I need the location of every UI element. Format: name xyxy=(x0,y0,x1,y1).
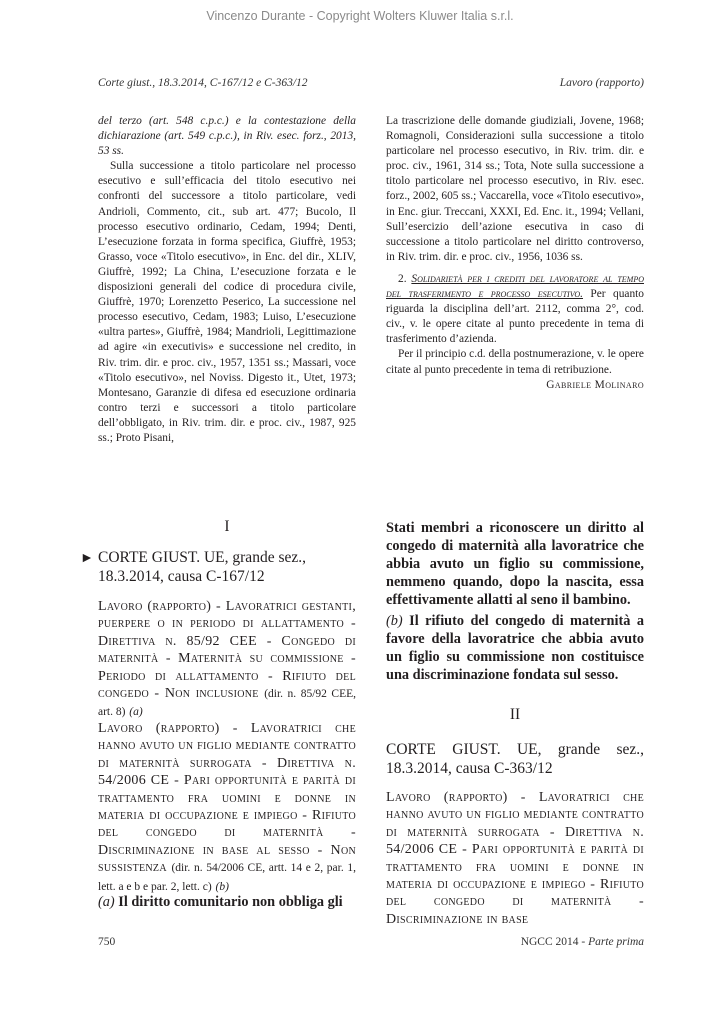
note-title: Solidarietà per i crediti del lavoratore al tempo del trasferimento e processo esecutivo. xyxy=(386,272,644,301)
journal-name: NGCC 2014 - xyxy=(520,936,589,948)
journal-part: Parte prima xyxy=(588,936,644,948)
section-two-keywords: Lavoro (rapporto) - Lavoratrici che hanno avuto un figlio mediante contratto di maternità surrogata - Direttiva n. 54/2006 CE - Pari opportunità e parità di trattamento fra uomini e donne in materia di occupazione e impiego - Rifiuto del congedo di maternità - Discriminazione in base xyxy=(386,790,644,927)
right-paragraph-3: Per il principio c.d. della postnumerazione, v. le opere citate al punto precedente in tema di retribuzione. xyxy=(386,348,644,376)
holding-b-label: (b) xyxy=(386,613,403,629)
arrow-marker-icon: ► xyxy=(80,551,94,566)
page-number: 750 xyxy=(98,936,116,948)
massima-b-keywords: Lavoro (rapporto) - Lavoratrici che hanno avuto un figlio mediante contratto di maternità surrogata - Direttiva n. 54/2006 CE - Pari opportunità e parità di trattamento fra uomini e donne in materia di occupazione e impiego - Rifiuto del congedo di maternità - Discriminazione in base al sesso - Non sussistenza xyxy=(98,721,356,876)
author-signature: Gabriele Molinaro xyxy=(546,378,644,391)
copyright-watermark: Vincenzo Durante - Copyright Wolters Kluwer Italia s.r.l. xyxy=(206,9,514,23)
journal-footer xyxy=(521,936,644,948)
holding-a-label: (a) xyxy=(98,894,115,910)
right-paragraph-1: La trascrizione delle domande giudiziali, Jovene, 1968; Romagnoli, Considerazioni sulla successione a titolo particolare nel processo esecutivo, in Riv. trim. dir. e proc. civ., 1961, 314 ss.; Tota, Note sulla successione a titolo particolare nel processo esecutivo, in Riv. esec. forz., 2002, 605 ss.; Vaccarella, voce «Titolo esecutivo», in Enc. giur. Treccani, XXXI, Ed. Enc. it., 1994; Vellani, Sull’esercizio dell’azione esecutiva in caso di successione a titolo particolare nel diritto controverso, in Riv. trim. dir. e proc. civ., 1956, 1036 ss. xyxy=(386,115,644,263)
left-paragraph-2: Sulla successione a titolo particolare nel processo esecutivo e sull’efficacia del titolo esecutivo nei confronti del successore a titolo particolare, vedi Andrioli, Commento, cit., sub art. 477; Bucolo, Il processo esecutivo ordinario, Cedam, 1994; Denti, L’esecuzione forzata in forma specifica, Giuffrè, 1953; Grasso, voce «Titolo esecutivo», in Enc. del dir., XLIV, Giuffrè, 1992; La China, L’esecuzione forzata e le disposizioni generali del codice di procedura civile, Giuffrè, 1970; Lorenzetto Peserico, La successione nel processo esecutivo, Cedam, 1983; Luiso, L’esecuzione «ultra partes», Giuffrè, 1984; Mandrioli, Legittimazione ad agire «in executivis» e successione nel credito, in Riv. trim. dir. e proc. civ., 1957, 1351 ss.; Massari, voce «Titolo esecutivo», nel Noviss. Digesto it., Utet, 1973; Montesano, Garanzie di difesa ed esecuzione ordinaria contro terzi e successori a titolo particolare dell’obbligato, in Riv. trim. dir. e proc. civ., 1987, 925 ss.; Proto Pisani, xyxy=(98,160,356,444)
note-number: 2. xyxy=(398,272,407,285)
holding-b xyxy=(386,612,644,684)
massima-a-keywords: Lavoro (rapporto) - Lavoratrici gestanti, puerpere o in periodo di allattamento - Direttiva n. 85/92 CEE - Congedo di maternità - Maternità su commissione - Periodo di allattamento - Rifiuto del congedo - Non inclusione xyxy=(98,599,356,702)
left-paragraph-1: del terzo (art. 548 c.p.c.) e la contestazione della dichiarazione (art. 549 c.p.c.), in Riv. esec. forz., 2013, 53 ss. xyxy=(98,115,356,158)
case-title-one: CORTE GIUST. UE, grande sez., 18.3.2014, causa C-167/12 xyxy=(98,549,306,585)
right-paragraph-2 xyxy=(386,272,644,347)
section-numeral-one: I xyxy=(224,518,230,535)
case-title-two: CORTE GIUST. UE, grande sez., 18.3.2014, causa C-363/12 xyxy=(386,741,644,777)
massima-a-reference: (dir. n. 85/92 CEE, art. 8) xyxy=(98,688,356,719)
massima-b-reference: (dir. n. 54/2006 CE, artt. 14 e 2, par. 1, lett. a e b e par. 2, lett. c) xyxy=(98,862,356,893)
section-numeral-two: II xyxy=(509,706,521,723)
left-column xyxy=(98,114,356,446)
right-column xyxy=(386,114,644,393)
running-head-left: Corte giust., 18.3.2014, C-167/12 e C-363/12 xyxy=(98,77,308,89)
holding-b-text: Il rifiuto del congedo di maternità a favore della lavoratrice che abbia avuto un figlio su commissione non costituisce una discriminazione fondata sul sesso. xyxy=(386,613,644,683)
running-head-right: Lavoro (rapporto) xyxy=(559,77,644,89)
holding-a-continuation: Stati membri a riconoscere un diritto al congedo di maternità alla lavoratrice che abbia avuto un figlio su commissione, nemmeno quando, dopo la nascita, essa effettivamente allatti al seno il bambino. xyxy=(386,520,644,608)
massima-b-label: (b) xyxy=(215,880,229,893)
holding-a-text-start: Il diritto comunitario non obbliga gli xyxy=(118,894,343,910)
massima-a-label: (a) xyxy=(129,706,143,719)
massima-a-keywords-block xyxy=(98,598,356,722)
note-text: Per quanto riguarda la disciplina dell’art. 2112, comma 2°, cod. civ., v. le opere citate al punto precedente in tema di trasferimento d’azienda. xyxy=(386,288,644,346)
holding-a-start xyxy=(98,893,356,911)
massima-b-keywords-block xyxy=(98,720,356,896)
